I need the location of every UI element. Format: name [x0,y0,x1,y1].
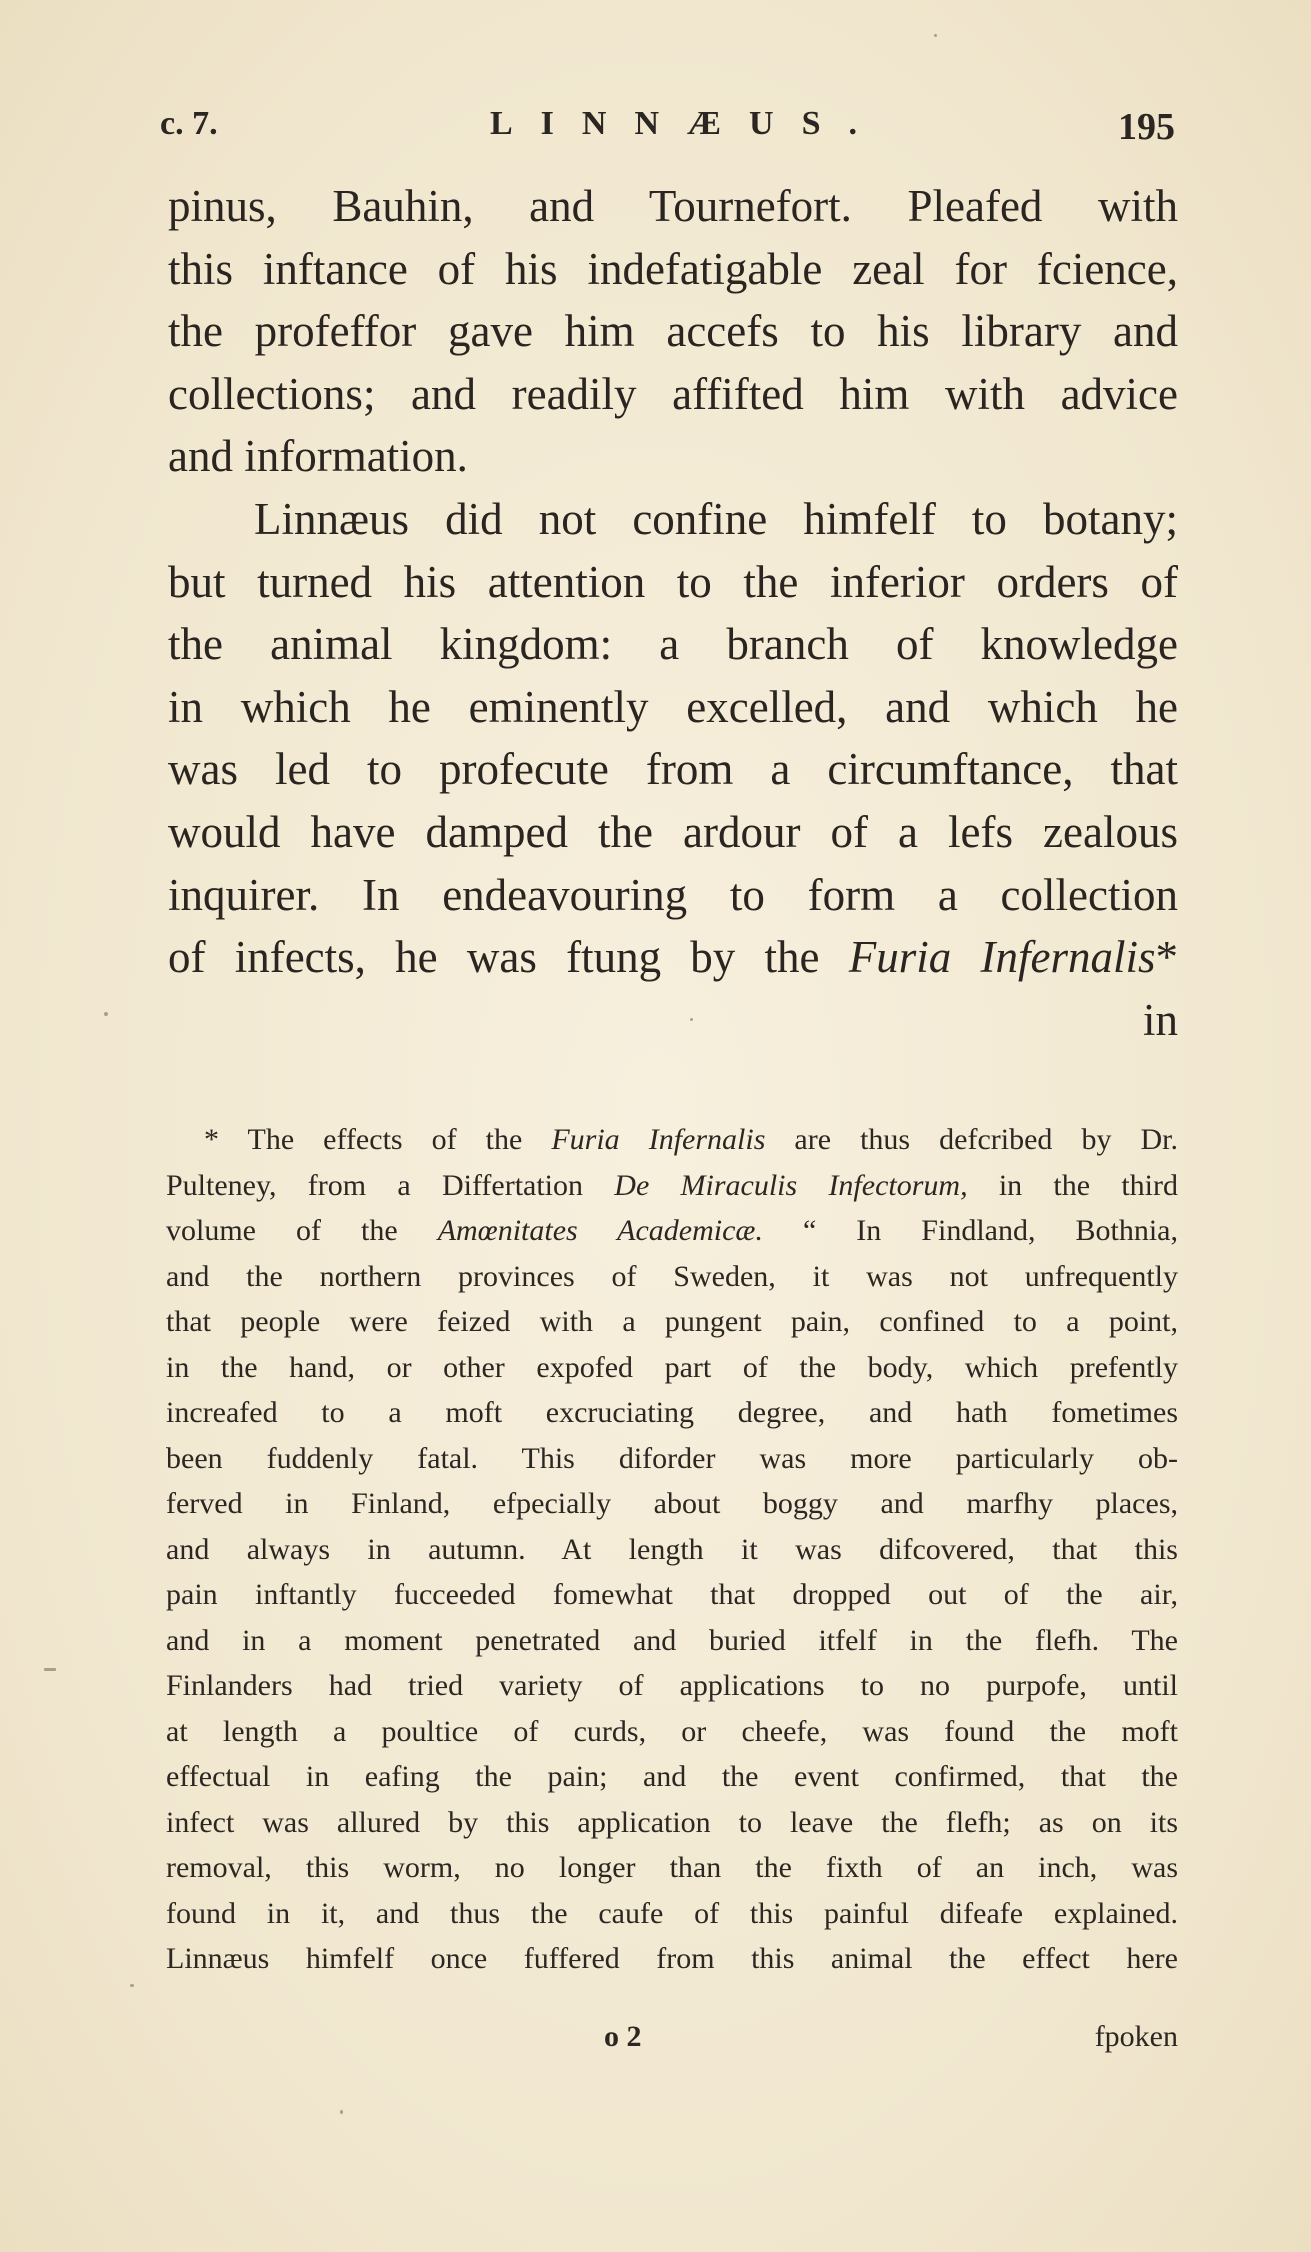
text-line: in which he eminently excelled, and which he [168,681,1178,732]
page-footer [166,2020,1178,2065]
text-line-with-note-ref [168,926,1178,989]
text-segment: “ In Findland, Bothnia, [762,1214,1178,1247]
text-line: this inftance of his indefatigable zeal for fcience, [168,243,1178,294]
footnote-line: and in a moment penetrated and buried itfelf in the flefh. The [166,1623,1178,1657]
footnote [166,1117,1178,1982]
italic-term: Amœnitates Academicæ. [437,1214,763,1247]
text-segment: of infects, he was ftung by the [168,932,849,983]
paper-speck [130,1984,134,1987]
paper-speck [44,1668,56,1671]
footnote-line [166,1163,1178,1209]
running-title: LINNÆUS. [490,105,885,142]
catchword: in [1142,994,1178,1045]
footnote-line: effectual in eafing the pain; and the event confirmed, that the [166,1760,1178,1793]
text-line: the profeffor gave him accefs to his library and [168,306,1178,357]
footnote-line: increafed to a moft excruciating degree, and hath fometimes [166,1396,1178,1429]
paper-speck [934,34,937,37]
main-text [168,175,1178,1051]
footnote-marker: * [1155,932,1178,983]
italic-term: Furia Infernalis [551,1123,766,1156]
paper-speck [340,2110,343,2114]
text-segment: in the third [967,1168,1178,1202]
footnote-line: pain inftantly fucceeded fomewhat that dropped out of the air, [166,1578,1178,1611]
text-line: inquirer. In endeavouring to form a collection [168,869,1178,920]
italic-term: De Miraculis Infectorum, [614,1168,968,1202]
footnote-line: at length a poultice of curds, or cheefe, was found the moft [166,1714,1178,1748]
footnote-line: in the hand, or other expofed part of the body, which prefently [166,1350,1178,1384]
text-line: but turned his attention to the inferior orders of [168,556,1178,607]
footnote-line: found in it, and thus the caufe of this painful difeafe explained. [166,1896,1178,1930]
footnote-line: and the northern provinces of Sweden, it was not unfrequently [166,1259,1178,1293]
text-line: would have damped the ardour of a lefs zealous [168,806,1178,857]
text-segment: * The effects of the [204,1123,552,1156]
footnote-line: and always in autumn. At length it was difcovered, that this [166,1532,1178,1566]
text-line: the animal kingdom: a branch of knowledge [168,619,1178,670]
footnote-catchword: fpoken [1094,2020,1178,2053]
footnote-line [166,1117,1178,1163]
footnote-line: ferved in Finland, efpecially about boggy and marfhy places, [166,1487,1178,1520]
signature-mark: o 2 [604,2020,642,2053]
chapter-reference: c. 7. [160,105,218,142]
text-line: collections; and readily affifted him with advice [168,368,1178,419]
footnote-line: Finlanders had tried variety of applications to no purpofe, until [166,1669,1178,1702]
italic-term: Furia Infernalis [848,932,1156,983]
paper-speck [690,1018,693,1021]
text-segment: volume of the [166,1214,438,1247]
footnote-line: Linnæus himfelf once fuffered from this animal the effect here [166,1942,1178,1975]
paper-speck [104,1012,108,1016]
text-segment: Pulteney, from a Differtation [166,1168,615,1202]
footnote-line: been fuddenly fatal. This diforder was more particularly ob- [166,1441,1178,1475]
footnote-line: removal, this worm, no longer than the fixth of an inch, was [166,1851,1178,1884]
footnote-line: infect was allured by this application to leave the flefh; as on its [166,1805,1178,1839]
text-line: was led to profecute from a circumftance, that [168,744,1178,795]
text-line: and information. [168,431,468,482]
text-line: Linnæus did not confine himfelf to botany; [254,493,1178,544]
footnote-line [166,1208,1178,1254]
footnote-line: that people were feized with a pungent pain, confined to a point, [166,1305,1178,1338]
running-header [160,105,1175,155]
page-number: 195 [1118,106,1175,148]
text-segment: are thus defcribed by Dr. [765,1123,1178,1156]
text-line: pinus, Bauhin, and Tournefort. Pleafed with [168,181,1178,231]
